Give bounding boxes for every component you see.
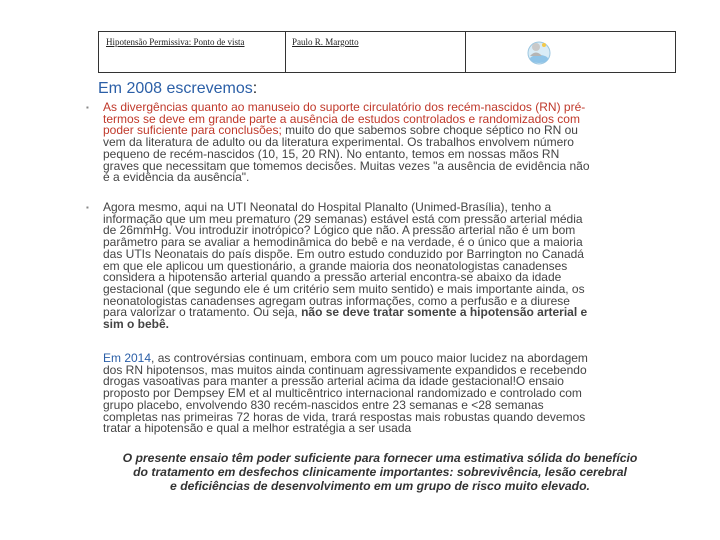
para3-line: dos RN hipotensos, mas muitos ainda continuam agressivamente expandidos e recebendo	[103, 362, 587, 377]
header-table	[98, 31, 676, 73]
para2-line: em que ele aplicou um questionário, a grande maioria dos neonatologistas canadenses	[103, 258, 568, 273]
para2-line: informação que um meu prematuro (29 semanas) estável está com pressão arterial média	[103, 211, 583, 226]
para2-line: neonatologistas canadenses agregam outras informações, como a perfusão e a diurese	[103, 293, 570, 308]
para3-line: tratar a hipotensão e qual a melhor estratégia a ser usada	[103, 421, 412, 436]
para1-line: é a evidência da ausência".	[103, 170, 250, 185]
para1-line: termos se deve em grande parte a ausência de estudos controlados e randomizados com	[103, 111, 580, 126]
header-cell-title	[99, 32, 286, 72]
para2-line: Agora mesmo, aqui na UTI Neonatal do Hospital Planalto (Unimed-Brasília), tenho a	[103, 200, 552, 214]
para1-line: vem da literatura de adulto ou da literatura experimental. Os trabalhos envolvem número	[103, 135, 574, 150]
para1-line: As divergências quanto ao manuseio do suporte circulatório dos recém-nascidos (RN) pré-	[103, 100, 586, 114]
para1-line: pequeno de recém-nascidos (10, 15, 20 RN). No entanto, temos em nossas mãos RN	[103, 146, 560, 161]
heading-text: Em 2008 escrevemos	[98, 80, 253, 97]
page-heading	[98, 80, 257, 98]
para3-line: completas nas primeiras 72 horas de vida, trará respostas mais robustas quando devemos	[103, 409, 586, 424]
para3-year: Em 2014	[103, 351, 152, 365]
header-cell-author	[285, 32, 466, 72]
para2-bold-line: sim o bebê.	[103, 317, 170, 332]
paragraph-3	[103, 353, 693, 435]
para3-line: proposto por Dempsey EM et al multicêntrico internacional randomizado e controlado com	[103, 386, 582, 401]
conclusion-line: e deficiências de desenvolvimento em um grupo de risco muito elevado.	[170, 479, 590, 493]
para3-line: grupo placebo, envolvendo 830 recém-nascidos entre 23 semanas e <28 semanas	[103, 397, 544, 412]
para1-line: poder suficiente para conclusões;	[103, 123, 282, 138]
para1-line: graves que necessitam que tomemos decisões. Muitas vezes "a ausência de evidência não	[103, 158, 590, 173]
para2-last-normal: para valorizar o tratamento. Ou seja,	[103, 305, 302, 320]
header-title: Hipotensão Permissiva: Ponto de vista	[106, 37, 245, 47]
conclusion-line: O presente ensaio têm poder suficiente para fornecer uma estimativa sólida do benefício	[122, 451, 638, 465]
para2-line: considera a hipotensão arterial quando a pressão arterial encontra-se abaixo da idade	[103, 270, 562, 285]
person-globe-icon	[525, 38, 553, 66]
para2-line: gestacional (que segundo ele é um critério sem muito sentido) e mais importante ainda, os	[103, 281, 585, 296]
bullet-2: ▪	[86, 203, 89, 212]
para3-line: drogas vasoativas para manter a pressão arterial acima da idade gestacional!O ensaio	[103, 374, 564, 389]
para2-line: das UTIs Neonatais do país dispõe. Em outro estudo conduzido por Barrington no Canadá	[103, 246, 584, 261]
header-author: Paulo R. Margotto	[292, 37, 359, 47]
bullet-1: ▪	[86, 103, 89, 112]
para2-last-bold: não se deve tratar somente a hipotensão arterial e	[301, 305, 588, 320]
conclusion-line: do tratamento em desfechos clinicamente importantes: sobrevivência, lesão cerebral	[133, 465, 627, 479]
para1-line-rest: muito do que sabemos sobre choque séptico no RN ou	[281, 123, 578, 138]
paragraph-2	[103, 202, 693, 331]
paragraph-1	[103, 102, 693, 184]
conclusion-text	[80, 451, 680, 493]
para2-line: parâmetro para se avaliar a hemodinâmica do bebê e na verdade, é o único que a maioria	[103, 235, 583, 250]
para2-line: de 26mmHg. Vou introduzir inotrópico? Lógico que não. A pressão arterial não é um bom	[103, 223, 576, 238]
heading-colon: :	[252, 80, 258, 97]
para3-first-rest: , as controvérsias continuam, embora com um pouco maior lucidez na abordagem	[151, 351, 588, 365]
